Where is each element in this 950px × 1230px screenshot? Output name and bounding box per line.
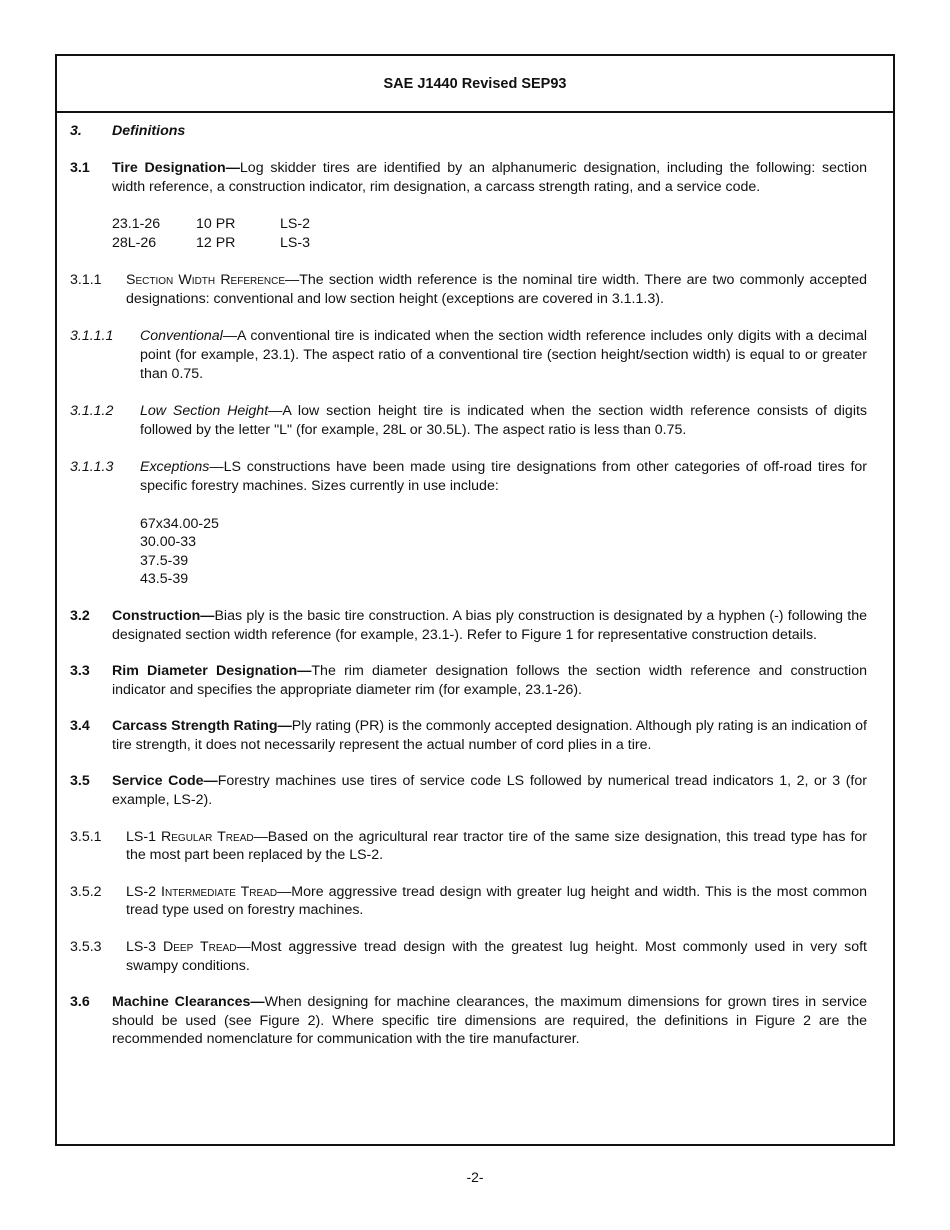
section-3-5: 3.5 Service Code—Forestry machines use tires of service code LS followed by numerical tread indicators 1, 2, or 3 (for example, LS-2). xyxy=(70,773,867,809)
section-title: Tire Designation— xyxy=(112,160,240,176)
section-title: Service Code— xyxy=(112,773,218,790)
section-3-1: 3.1 Tire Designation—Log skidder tires are identified by an alphanumeric designation, including the following: section width reference, a construction indicator, rim designation, a carcass strength rating, and a service code. 23.1-26 10 PR LS-2 28L-26 12 PR LS-3 xyxy=(70,160,867,252)
list-item: 43.5-39 xyxy=(140,571,189,588)
section-title: Section Width Reference xyxy=(126,272,286,289)
section-3-1-1-3: 3.1.1.3 Exceptions—LS constructions have been made using tire designations from other categories of off-road tires for specific forestry machines. Sizes currently in use include: 67x34.00-25 30.00-33 37.5-39 43.5-39 xyxy=(70,459,867,588)
list-item: 30.00-33 xyxy=(140,534,197,551)
section-3-5-3: 3.5.3 LS-3 Deep Tread—Most aggressive tread design with the greatest lug height. Most commonly used in very soft swampy conditions. xyxy=(70,939,867,974)
page-number: -2- xyxy=(466,1169,484,1185)
section-title: Conventional xyxy=(140,328,223,345)
section-title: Machine Clearances— xyxy=(112,994,265,1011)
section-3-5-1: 3.5.1 LS-1 Regular Tread—Based on the agricultural rear tractor tire of the same size designation, this tread type has for the most part been replaced by the LS-2. xyxy=(70,828,867,864)
list-item: 37.5-39 xyxy=(140,552,189,569)
section-title: Construction— xyxy=(112,607,215,624)
section-3-6: 3.6 Machine Clearances—When designing for machine clearances, the maximum dimensions for grown tires in service should be used (see Figure 2). Where specific tire dimensions are required, the definitions in Figure 2 are the recommended nomenclature for communication with the tire manufacturer. xyxy=(70,994,867,1048)
section-title: Regular Tread xyxy=(161,828,254,845)
section-title: Low Section Height xyxy=(140,403,269,420)
designation-examples: 23.1-26 10 PR LS-2 28L-26 12 PR LS-3 xyxy=(112,216,310,252)
section-3-3: 3.3 Rim Diameter Designation—The rim diameter designation follows the section width reference and construction indicator and specifies the appropriate diameter rim (for example, 23.1-26). xyxy=(70,663,867,698)
document-body xyxy=(70,122,867,1049)
list-item: 67x34.00-25 xyxy=(140,515,219,532)
section-3-5-2: 3.5.2 LS-2 Intermediate Tread—More aggressive tread design with greater lug height and width. This is the most common tread type used on forestry machines. xyxy=(70,883,867,919)
section-3-4: 3.4 Carcass Strength Rating—Ply rating (PR) is the commonly accepted designation. Although ply rating is an indication of tire strength, it does not necessarily represent the actual number of cord plies in a tire. xyxy=(70,718,868,753)
document-header: SAE J1440 Revised SEP93 xyxy=(57,56,893,113)
section-title: Carcass Strength Rating— xyxy=(112,718,292,735)
section-3-1-1-2: 3.1.1.2 Low Section Height—A low section height tire is indicated when the section width reference consists of digits followed by the letter "L" (for example, 28L or 30.5L). The aspect ratio is less than 0.75. xyxy=(70,403,868,438)
section-title: Intermediate Tread xyxy=(161,883,278,900)
section-title: Rim Diameter Designation— xyxy=(112,663,312,680)
section-title: Exceptions xyxy=(140,459,210,476)
section-3-1-1: 3.1.1 Section Width Reference—The section width reference is the nominal tire width. There are two commonly accepted designations: conventional and low section height (exceptions are covered in 3.1.1.3). xyxy=(70,272,867,307)
section-3-1-1-1: 3.1.1.1 Conventional—A conventional tire is indicated when the section width reference includes only digits with a decimal point (for example, 23.1). The aspect ratio of a conventional tire (section height/section width) is equal to or greater than 0.75. xyxy=(70,328,867,382)
section-3-heading: 3. Definitions xyxy=(70,123,186,139)
size-list xyxy=(140,515,867,589)
section-title: Deep Tread xyxy=(162,939,237,956)
section-3-2: 3.2 Construction—Bias ply is the basic tire construction. A bias ply construction is designated by a hyphen (-) following the designated section width reference (for example, 23.1-). Refer to Figure 1 for representative construction details. xyxy=(70,607,867,643)
